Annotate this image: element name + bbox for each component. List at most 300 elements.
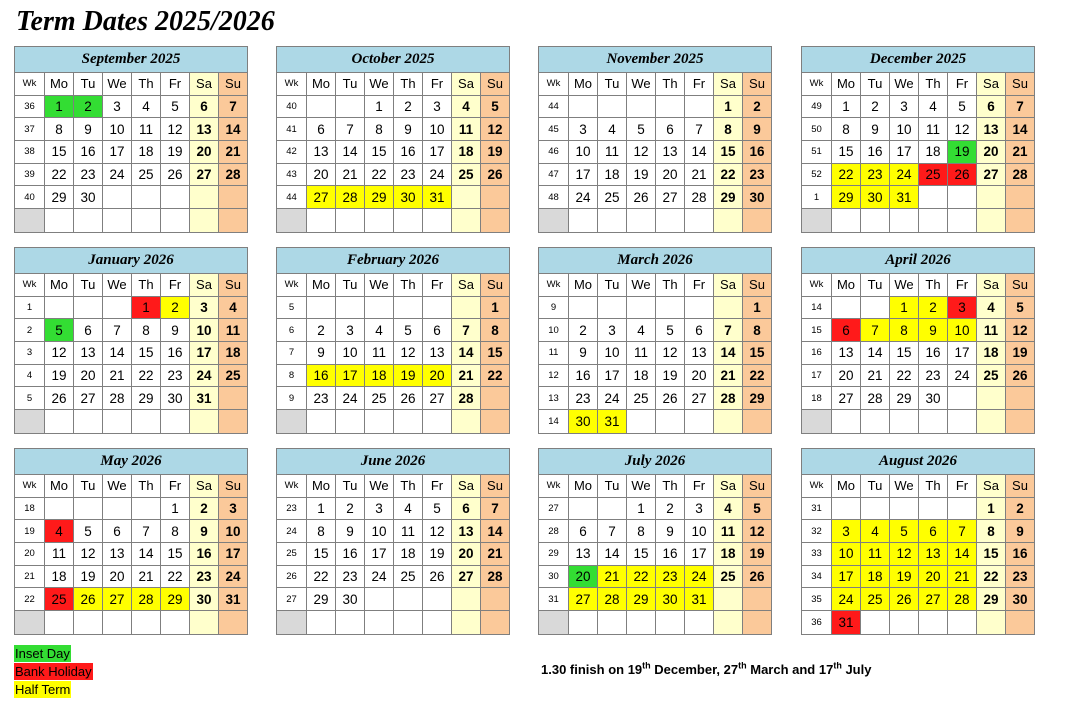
week-number <box>15 611 45 634</box>
day-cell: 1 <box>132 297 161 320</box>
day-cell: 31 <box>423 186 452 209</box>
weekday-header: Sa <box>977 274 1006 297</box>
weekday-header: Mo <box>307 73 336 96</box>
day-cell: 12 <box>45 342 74 365</box>
day-cell: 24 <box>948 365 977 388</box>
day-cell: 4 <box>714 498 743 521</box>
week-number: 34 <box>802 566 832 589</box>
day-cell: 1 <box>627 498 656 521</box>
empty-day-cell <box>948 498 977 521</box>
weekday-header: We <box>627 274 656 297</box>
day-cell: 23 <box>161 365 190 388</box>
empty-day-cell <box>336 410 365 433</box>
empty-day-cell <box>74 209 103 232</box>
day-cell: 29 <box>977 588 1006 611</box>
day-cell: 14 <box>861 342 890 365</box>
day-cell: 10 <box>219 520 247 543</box>
empty-day-cell <box>45 297 74 320</box>
day-cell: 3 <box>832 520 861 543</box>
day-cell: 31 <box>190 387 219 410</box>
empty-day-cell <box>685 209 714 232</box>
empty-day-cell <box>861 209 890 232</box>
day-cell: 26 <box>74 588 103 611</box>
day-cell: 24 <box>219 566 247 589</box>
day-cell: 9 <box>394 118 423 141</box>
weekday-header: Sa <box>452 475 481 498</box>
weekday-header: Su <box>481 475 509 498</box>
day-cell: 8 <box>743 319 771 342</box>
weekday-header: We <box>365 73 394 96</box>
empty-day-cell <box>307 96 336 119</box>
day-cell: 4 <box>132 96 161 119</box>
week-number: 5 <box>277 297 307 320</box>
day-cell: 29 <box>132 387 161 410</box>
day-cell: 26 <box>627 186 656 209</box>
weekday-header: Tu <box>336 475 365 498</box>
day-cell: 1 <box>481 297 509 320</box>
day-cell: 23 <box>569 387 598 410</box>
day-cell: 9 <box>656 520 685 543</box>
week-number: 30 <box>539 566 569 589</box>
note-suffix-2: th <box>738 660 747 671</box>
day-cell: 15 <box>161 543 190 566</box>
day-cell: 11 <box>714 520 743 543</box>
day-cell: 29 <box>45 186 74 209</box>
week-number: 7 <box>277 342 307 365</box>
day-cell: 6 <box>685 319 714 342</box>
note-day-3: 17 <box>818 662 834 677</box>
early-finish-note <box>541 662 871 677</box>
day-cell: 22 <box>307 566 336 589</box>
day-cell: 1 <box>977 498 1006 521</box>
day-cell: 30 <box>569 410 598 433</box>
weekday-header: Tu <box>861 73 890 96</box>
day-cell: 16 <box>656 543 685 566</box>
month-title: February 2026 <box>277 248 509 274</box>
day-cell: 25 <box>627 387 656 410</box>
legend-half-term: Half Term <box>15 682 71 697</box>
empty-day-cell <box>598 209 627 232</box>
empty-day-cell <box>627 209 656 232</box>
month-title: April 2026 <box>802 248 1034 274</box>
week-number-header: Wk <box>277 274 307 297</box>
day-cell: 5 <box>656 319 685 342</box>
day-cell: 31 <box>832 611 861 634</box>
day-cell: 5 <box>743 498 771 521</box>
week-number <box>802 410 832 433</box>
day-cell: 1 <box>832 96 861 119</box>
weekday-header: Mo <box>832 274 861 297</box>
weekday-header: Mo <box>307 475 336 498</box>
week-number <box>277 410 307 433</box>
weekday-header: Th <box>656 73 685 96</box>
note-suffix-1: th <box>642 660 651 671</box>
weekday-header: Tu <box>598 475 627 498</box>
day-cell: 19 <box>743 543 771 566</box>
day-cell: 9 <box>307 342 336 365</box>
month-calendar <box>14 448 248 635</box>
empty-day-cell <box>890 410 919 433</box>
day-cell: 14 <box>1006 118 1034 141</box>
day-cell: 24 <box>598 387 627 410</box>
empty-day-cell <box>365 297 394 320</box>
day-cell: 12 <box>656 342 685 365</box>
empty-day-cell <box>132 209 161 232</box>
day-cell: 21 <box>1006 141 1034 164</box>
day-cell: 7 <box>598 520 627 543</box>
day-cell: 24 <box>685 566 714 589</box>
day-cell: 27 <box>832 387 861 410</box>
day-cell: 26 <box>890 588 919 611</box>
day-cell: 25 <box>452 164 481 187</box>
weekday-header: Su <box>481 73 509 96</box>
week-number: 31 <box>539 588 569 611</box>
day-cell: 4 <box>365 319 394 342</box>
empty-day-cell <box>365 209 394 232</box>
day-cell: 25 <box>977 365 1006 388</box>
day-cell: 2 <box>743 96 771 119</box>
day-cell: 21 <box>103 365 132 388</box>
day-cell: 10 <box>569 141 598 164</box>
day-cell: 4 <box>977 297 1006 320</box>
empty-day-cell <box>423 410 452 433</box>
week-number: 50 <box>802 118 832 141</box>
day-cell: 14 <box>481 520 509 543</box>
day-cell: 4 <box>452 96 481 119</box>
day-cell: 11 <box>627 342 656 365</box>
day-cell: 11 <box>365 342 394 365</box>
day-cell: 5 <box>394 319 423 342</box>
day-cell: 22 <box>132 365 161 388</box>
day-cell: 19 <box>890 566 919 589</box>
day-cell: 28 <box>452 387 481 410</box>
weekday-header: Sa <box>190 73 219 96</box>
day-cell: 12 <box>394 342 423 365</box>
month-calendar <box>276 46 510 233</box>
empty-day-cell <box>423 209 452 232</box>
day-cell: 3 <box>890 96 919 119</box>
empty-day-cell <box>132 410 161 433</box>
day-cell: 7 <box>452 319 481 342</box>
day-cell: 22 <box>45 164 74 187</box>
day-cell: 2 <box>394 96 423 119</box>
day-cell: 1 <box>890 297 919 320</box>
day-cell: 25 <box>861 588 890 611</box>
weekday-header: Sa <box>452 274 481 297</box>
weekday-header: Mo <box>569 475 598 498</box>
day-cell: 17 <box>569 164 598 187</box>
day-cell: 30 <box>394 186 423 209</box>
day-cell: 7 <box>132 520 161 543</box>
empty-day-cell <box>103 498 132 521</box>
day-cell: 7 <box>103 319 132 342</box>
day-cell: 13 <box>452 520 481 543</box>
empty-day-cell <box>627 410 656 433</box>
week-number: 49 <box>802 96 832 119</box>
day-cell: 17 <box>948 342 977 365</box>
month-calendar <box>538 46 772 233</box>
empty-day-cell <box>161 186 190 209</box>
day-cell: 21 <box>598 566 627 589</box>
day-cell: 27 <box>74 387 103 410</box>
note-day-2: 27 <box>723 662 739 677</box>
weekday-header: Mo <box>45 475 74 498</box>
day-cell: 21 <box>481 543 509 566</box>
weekday-header: Su <box>219 274 247 297</box>
day-cell: 26 <box>423 566 452 589</box>
week-number: 39 <box>15 164 45 187</box>
day-cell: 30 <box>861 186 890 209</box>
day-cell: 28 <box>948 588 977 611</box>
day-cell: 28 <box>103 387 132 410</box>
weekday-header: We <box>890 475 919 498</box>
week-number: 19 <box>15 520 45 543</box>
week-number: 52 <box>802 164 832 187</box>
day-cell: 9 <box>161 319 190 342</box>
empty-day-cell <box>1006 387 1034 410</box>
note-month-1: December, <box>650 662 724 677</box>
week-number: 4 <box>15 365 45 388</box>
day-cell: 11 <box>861 543 890 566</box>
week-number: 51 <box>802 141 832 164</box>
empty-day-cell <box>656 209 685 232</box>
weekday-header: Th <box>919 73 948 96</box>
day-cell: 12 <box>743 520 771 543</box>
day-cell: 13 <box>832 342 861 365</box>
weekday-header: Tu <box>336 73 365 96</box>
empty-day-cell <box>132 498 161 521</box>
day-cell: 23 <box>307 387 336 410</box>
empty-day-cell <box>74 410 103 433</box>
day-cell: 26 <box>161 164 190 187</box>
weekday-header: Su <box>219 73 247 96</box>
day-cell: 11 <box>598 141 627 164</box>
day-cell: 23 <box>190 566 219 589</box>
day-cell: 26 <box>743 566 771 589</box>
weekday-header: Su <box>219 475 247 498</box>
empty-day-cell <box>627 611 656 634</box>
empty-day-cell <box>336 297 365 320</box>
week-number: 1 <box>15 297 45 320</box>
month-calendar <box>14 247 248 434</box>
month-grid <box>539 274 771 433</box>
weekday-header: Fr <box>685 73 714 96</box>
day-cell: 22 <box>161 566 190 589</box>
empty-day-cell <box>569 209 598 232</box>
week-number: 14 <box>802 297 832 320</box>
weekday-header: Mo <box>832 73 861 96</box>
empty-day-cell <box>832 410 861 433</box>
month-grid <box>539 475 771 634</box>
day-cell: 22 <box>832 164 861 187</box>
day-cell: 1 <box>743 297 771 320</box>
day-cell: 24 <box>103 164 132 187</box>
weekday-header: Th <box>919 274 948 297</box>
day-cell: 2 <box>569 319 598 342</box>
day-cell: 4 <box>861 520 890 543</box>
day-cell: 11 <box>45 543 74 566</box>
empty-day-cell <box>45 611 74 634</box>
day-cell: 25 <box>365 387 394 410</box>
empty-day-cell <box>714 297 743 320</box>
weekday-header: We <box>890 274 919 297</box>
day-cell: 2 <box>919 297 948 320</box>
day-cell: 3 <box>569 118 598 141</box>
weekday-header: Tu <box>598 274 627 297</box>
day-cell: 5 <box>1006 297 1034 320</box>
day-cell: 2 <box>161 297 190 320</box>
day-cell: 3 <box>103 96 132 119</box>
day-cell: 14 <box>132 543 161 566</box>
day-cell: 25 <box>714 566 743 589</box>
month-calendar <box>801 448 1035 635</box>
week-number: 46 <box>539 141 569 164</box>
day-cell: 25 <box>132 164 161 187</box>
day-cell: 20 <box>74 365 103 388</box>
month-grid <box>15 274 247 433</box>
week-number: 24 <box>277 520 307 543</box>
day-cell: 20 <box>569 566 598 589</box>
empty-day-cell <box>394 410 423 433</box>
day-cell: 19 <box>656 365 685 388</box>
day-cell: 15 <box>307 543 336 566</box>
week-number-header: Wk <box>539 274 569 297</box>
weekday-header: Su <box>1006 274 1034 297</box>
month-grid <box>802 274 1034 433</box>
empty-day-cell <box>190 186 219 209</box>
weekday-header: Th <box>656 475 685 498</box>
day-cell: 17 <box>190 342 219 365</box>
weekday-header: Su <box>1006 475 1034 498</box>
day-cell: 24 <box>832 588 861 611</box>
week-number: 36 <box>802 611 832 634</box>
day-cell: 20 <box>307 164 336 187</box>
day-cell: 10 <box>948 319 977 342</box>
empty-day-cell <box>45 410 74 433</box>
day-cell: 2 <box>1006 498 1034 521</box>
empty-day-cell <box>74 611 103 634</box>
day-cell: 9 <box>336 520 365 543</box>
week-number: 33 <box>802 543 832 566</box>
empty-day-cell <box>161 611 190 634</box>
day-cell: 23 <box>74 164 103 187</box>
week-number: 15 <box>802 319 832 342</box>
day-cell: 7 <box>219 96 247 119</box>
month-calendar <box>538 247 772 434</box>
month-grid <box>277 274 509 433</box>
day-cell: 9 <box>861 118 890 141</box>
day-cell: 31 <box>685 588 714 611</box>
day-cell: 16 <box>307 365 336 388</box>
weekday-header: Tu <box>74 274 103 297</box>
empty-day-cell <box>307 611 336 634</box>
day-cell: 3 <box>336 319 365 342</box>
day-cell: 14 <box>714 342 743 365</box>
day-cell: 21 <box>452 365 481 388</box>
week-number: 44 <box>539 96 569 119</box>
week-number-header: Wk <box>277 73 307 96</box>
empty-day-cell <box>481 186 509 209</box>
day-cell: 9 <box>569 342 598 365</box>
day-cell: 20 <box>103 566 132 589</box>
empty-day-cell <box>452 209 481 232</box>
day-cell: 7 <box>481 498 509 521</box>
week-number <box>277 209 307 232</box>
empty-day-cell <box>656 96 685 119</box>
empty-day-cell <box>743 588 771 611</box>
week-number: 16 <box>802 342 832 365</box>
month-grid <box>802 73 1034 232</box>
empty-day-cell <box>74 297 103 320</box>
week-number: 35 <box>802 588 832 611</box>
weekday-header: We <box>103 475 132 498</box>
day-cell: 14 <box>598 543 627 566</box>
day-cell: 26 <box>656 387 685 410</box>
week-number-header: Wk <box>802 274 832 297</box>
week-number: 44 <box>277 186 307 209</box>
weekday-header: Tu <box>861 475 890 498</box>
empty-day-cell <box>569 498 598 521</box>
day-cell: 22 <box>977 566 1006 589</box>
empty-day-cell <box>219 611 247 634</box>
day-cell: 6 <box>452 498 481 521</box>
day-cell: 11 <box>394 520 423 543</box>
weekday-header: We <box>627 475 656 498</box>
empty-day-cell <box>743 410 771 433</box>
day-cell: 8 <box>977 520 1006 543</box>
day-cell: 28 <box>481 566 509 589</box>
day-cell: 5 <box>45 319 74 342</box>
day-cell: 24 <box>423 164 452 187</box>
empty-day-cell <box>132 186 161 209</box>
day-cell: 15 <box>45 141 74 164</box>
legend-bank-holiday: Bank Holiday <box>15 664 92 679</box>
day-cell: 18 <box>452 141 481 164</box>
day-cell: 23 <box>1006 566 1034 589</box>
day-cell: 7 <box>861 319 890 342</box>
weekday-header: Tu <box>598 73 627 96</box>
day-cell: 26 <box>481 164 509 187</box>
day-cell: 18 <box>977 342 1006 365</box>
day-cell: 5 <box>423 498 452 521</box>
day-cell: 4 <box>45 520 74 543</box>
day-cell: 26 <box>394 387 423 410</box>
week-number: 18 <box>15 498 45 521</box>
day-cell: 27 <box>423 387 452 410</box>
day-cell: 24 <box>190 365 219 388</box>
empty-day-cell <box>45 498 74 521</box>
day-cell: 15 <box>714 141 743 164</box>
week-number-header: Wk <box>802 73 832 96</box>
day-cell: 9 <box>190 520 219 543</box>
day-cell: 23 <box>336 566 365 589</box>
day-cell: 6 <box>569 520 598 543</box>
day-cell: 17 <box>890 141 919 164</box>
day-cell: 15 <box>743 342 771 365</box>
day-cell: 7 <box>336 118 365 141</box>
week-number: 22 <box>15 588 45 611</box>
day-cell: 3 <box>190 297 219 320</box>
weekday-header: Th <box>132 73 161 96</box>
weekday-header: Fr <box>685 274 714 297</box>
day-cell: 16 <box>190 543 219 566</box>
day-cell: 13 <box>569 543 598 566</box>
day-cell: 10 <box>336 342 365 365</box>
day-cell: 8 <box>132 319 161 342</box>
week-number <box>15 209 45 232</box>
weekday-header: Sa <box>977 475 1006 498</box>
day-cell: 29 <box>307 588 336 611</box>
